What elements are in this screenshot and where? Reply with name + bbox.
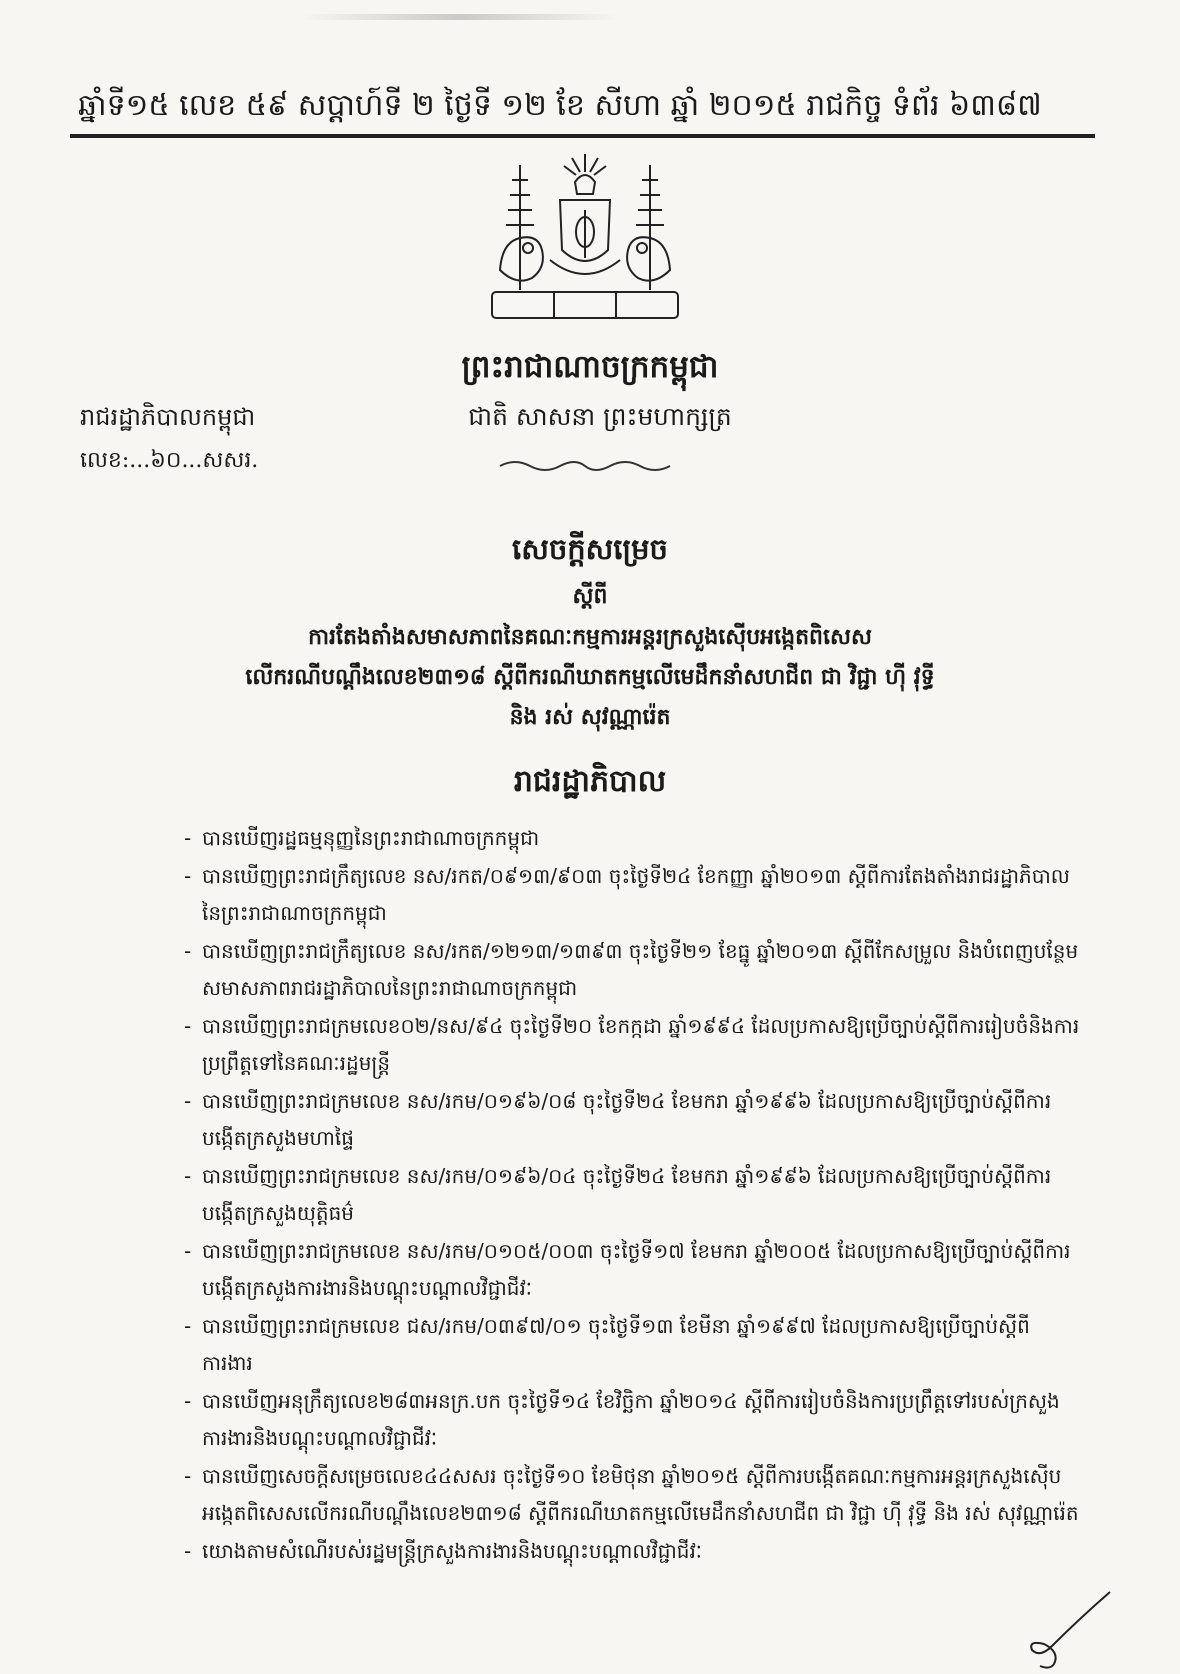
subject-line: លើករណីបណ្ដឹងលេខ២៣១៨ ស្ដីពីករណីឃាតកម្មលើមេដឹកនាំសហជីព ជា វិជ្ជា ហ៊ី វុទ្ធី — [245, 665, 935, 690]
recital-item: - យោងតាមសំណើរបស់រដ្ឋមន្ត្រីក្រសួងការងារនិងបណ្ដុះបណ្ដាលវិជ្ជាជីវៈ — [180, 1533, 1080, 1571]
recital-item: - បានឃើញរដ្ឋធម្មនុញ្ញនៃព្រះរាជាណាចក្រកម្ពុជា — [180, 820, 1080, 858]
government-name: រាជរដ្ឋាភិបាលកម្ពុជា — [80, 403, 256, 431]
decision-title: សេចក្ដីសម្រេច — [512, 532, 668, 566]
recital-item: - បានឃើញព្រះរាជក្រឹត្យលេខ នស/រកត/០៩១៣/៩០៣ ចុះថ្ងៃទី២៤ ខែកញ្ញា ឆ្នាំ២០១៣ ស្ដីពីការតែងតាំងរាជរដ្ឋាភិបាលនៃព្រះរាជាណាចក្រកម្ពុជា — [180, 858, 1080, 933]
document-number: លេខ:...៦០...សសរ. — [80, 448, 259, 473]
recital-item: - បានឃើញព្រះរាជក្រមលេខ ជស/រកម/០៣៩៧/០១ ចុះថ្ងៃទី១៣ ខែមីនា ឆ្នាំ១៩៩៧ ដែលប្រកាសឱ្យប្រើច្បាប់ស្ដីពីការងារ — [180, 1308, 1080, 1383]
recital-item: - បានឃើញព្រះរាជក្រមលេខ នស/រកម/០១៩៦/០៨ ចុះថ្ងៃទី២៤ ខែមករា ឆ្នាំ១៩៩៦ ដែលប្រកាសឱ្យប្រើច្បាប់ស្ដីពីការបង្កើតក្រសួងមហាផ្ទៃ — [180, 1083, 1080, 1158]
recital-item: - បានឃើញអនុក្រឹត្យលេខ២៨៣អនក្រ.បក ចុះថ្ងៃទី១៤ ខែវិច្ឆិកា ឆ្នាំ២០១៤ ស្ដីពីការរៀបចំនិងការប្រព្រឹត្តទៅរបស់ក្រសួងការងារនិងបណ្ដុះបណ្ដាលវិជ្ជាជីវៈ — [180, 1383, 1080, 1458]
national-motto: ជាតិ សាសនា ព្រះមហាក្សត្រ — [468, 402, 732, 431]
header-divider — [70, 134, 1095, 138]
recital-item: - បានឃើញព្រះរាជក្រមលេខ នស/រកម/០១៩៦/០៤ ចុះថ្ងៃទី២៤ ខែមករា ឆ្នាំ១៩៩៦ ដែលប្រកាសឱ្យប្រើច្បាប់ស្ដីពីការបង្កើតក្រសួងយុត្តិធម៌ — [180, 1158, 1080, 1233]
royal-coat-of-arms-icon — [480, 150, 690, 325]
recital-item: - បានឃើញព្រះរាជក្រមលេខ០២/នស/៩៤ ចុះថ្ងៃទី២០ ខែកក្កដា ឆ្នាំ១៩៩៤ ដែលប្រកាសឱ្យប្រើច្បាប់ស្ដីពីការរៀបចំនិងការប្រព្រឹត្តទៅនៃគណៈរដ្ឋមន្ត្រី — [180, 1008, 1080, 1083]
about-label: ស្ដីពី — [572, 584, 608, 609]
recital-item: - បានឃើញព្រះរាជក្រមលេខ នស/រកម/០១០៥/០០៣ ចុះថ្ងៃទី១៧ ខែមករា ឆ្នាំ២០០៥ ដែលប្រកាសឱ្យប្រើច្បាប់ស្ដីពីការបង្កើតក្រសួងការងារនិងបណ្ដុះបណ្ដាលវិជ្ជាជីវៈ — [180, 1233, 1080, 1308]
subject-line: ការតែងតាំងសមាសភាពនៃគណៈកម្មការអន្តរក្រសួងស៊ើបអង្កេតពិសេស — [308, 625, 872, 650]
recital-item: - បានឃើញសេចក្ដីសម្រេចលេខ៤៤សសរ ចុះថ្ងៃទី១០ ខែមិថុនា ឆ្នាំ២០១៥ ស្ដីពីការបង្កើតគណៈកម្មការអន្តរក្រសួងស៊ើបអង្កេតពិសេសលើករណីបណ្ដឹងលេខ២៣១៨ ស្ដីពីករណីឃាតកម្មលើមេដឹកនាំសហជីព ជា វិជ្ជា ហ៊ី វុទ្ធី និង រស់ សុវណ្ណារ៉េត — [180, 1458, 1080, 1533]
recital-item: - បានឃើញព្រះរាជក្រឹត្យលេខ នស/រកត/១២១៣/១៣៩៣ ចុះថ្ងៃទី២១ ខែធ្នូ ឆ្នាំ២០១៣ ស្ដីពីកែសម្រួល និងបំពេញបន្ថែមសមាសភាពរាជរដ្ឋាភិបាលនៃព្រះរាជាណាចក្រកម្ពុជា — [180, 933, 1080, 1008]
crown-rays — [564, 154, 606, 175]
handwritten-signature-icon — [1010, 1588, 1120, 1670]
gazette-header: ឆ្នាំទី១៥ លេខ ៥៩ សប្ដាហ៍ទី ២ ថ្ងៃទី ១២ ខែ សីហា ឆ្នាំ ២០១៥ រាជកិច្ច ទំព័រ ៦៣៨៧ — [78, 88, 1042, 123]
recitals-list — [180, 820, 1080, 1570]
scan-edge-shadow — [300, 14, 620, 20]
ornament-divider-icon — [495, 458, 675, 474]
decision-subject — [110, 618, 1070, 738]
government-heading: រាជរដ្ឋាភិបាល — [513, 764, 667, 799]
subject-line: និង រស់ សុវណ្ណារ៉េត — [509, 705, 671, 730]
kingdom-title: ព្រះរាជាណាចក្រកម្ពុជា — [461, 349, 719, 385]
